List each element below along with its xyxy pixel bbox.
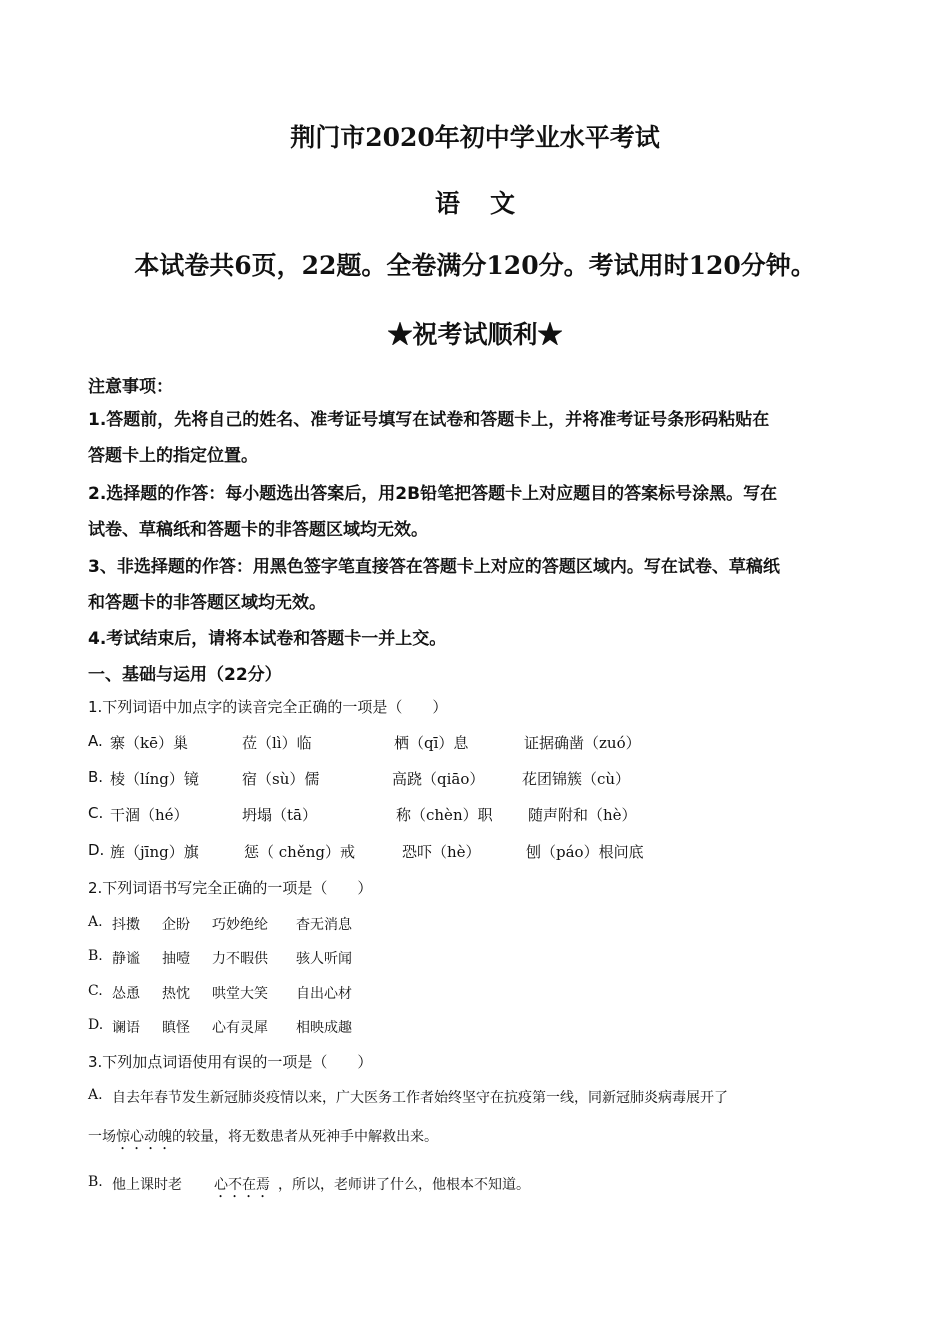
option-label: B. [88,1174,103,1190]
option-word: 抖擞 [112,917,140,933]
note-line: 3、非选择题的作答：用黑色签字笔直接答在答题卡上对应的答题区域内。写在试卷、草稿纸 [88,557,780,577]
text-segment: 的较量，将无数患者从死神手中解救出来。 [172,1129,438,1145]
option-word: 哄堂大笑 [212,986,268,1002]
text-segment: 一场 [88,1129,116,1145]
option-word: 力不暇供 [212,951,268,967]
text-segment: 他上课时老 [112,1177,182,1193]
option-word: 静谧 [112,951,140,967]
option-label: D. [88,841,105,859]
option-label: B. [88,948,103,964]
option-word: 怂恿 [112,986,140,1002]
option-item: 寨（kē）巢 [110,734,188,752]
option-word: 骇人听闻 [296,951,352,967]
option-item: 恐吓（hè） [402,843,481,861]
note-line: 答题卡上的指定位置。 [88,446,258,466]
section-heading: 一、基础与运用（22分） [88,665,282,685]
option-item: 惩（ chěng）戒 [244,843,355,861]
option-label: C. [88,983,103,999]
option-item: 刨（páo）根问底 [526,843,644,861]
note-line: 试卷、草稿纸和答题卡的非答题区域均无效。 [88,520,428,540]
option-word: 巧妙绝纶 [212,917,268,933]
note-line: 4.考试结束后，请将本试卷和答题卡一并上交。 [88,629,447,649]
option-word: 企盼 [162,917,190,933]
question-3-stem: 3.下列加点词语使用有误的一项是（ ） [88,1053,373,1071]
option-item: 宿（sù）儒 [242,770,320,788]
option-text-continued [88,1126,438,1153]
option-word: 杳无消息 [296,917,352,933]
option-item: 称（chèn）职 [396,806,493,824]
option-word: 心有灵犀 [212,1020,268,1036]
note-line: 2.选择题的作答：每小题选出答案后，用2B铅笔把答题卡上对应题目的答案标号涂黑。写在 [88,484,778,504]
exam-title: 荆门市2020年初中学业水平考试 [290,123,660,152]
option-word: 相映成趣 [296,1020,352,1036]
option-label: B. [88,768,104,786]
option-item: 随声附和（hè） [528,806,637,824]
option-text: 自去年春节发生新冠肺炎疫情以来，广大医务工作者始终坚守在抗疫第一线，同新冠肺炎病毒展开了 [112,1090,728,1106]
note-line: 和答题卡的非答题区域均无效。 [88,593,326,613]
option-item: 莅（lì）临 [242,734,312,752]
subject-title: 语文 [434,189,545,218]
option-item: 栖（qī）息 [394,734,469,752]
option-word: 自出心材 [296,986,352,1002]
option-item: 证据确凿（zuó） [524,734,641,752]
dotted-phrase: 心不在焉 [214,1177,270,1193]
note-line: 1.答题前，先将自己的姓名、准考证号填写在试卷和答题卡上，并将准考证号条形码粘贴在 [88,410,770,430]
exam-info: 本试卷共6页，22题。全卷满分120分。考试用时120分钟。 [134,251,816,280]
option-word: 热忱 [162,986,190,1002]
option-word: 抽噎 [162,951,190,967]
option-label: A. [88,732,103,750]
option-label: A. [88,914,103,930]
text-segment: ，所以，老师讲了什么，他根本不知道。 [278,1177,530,1193]
option-word: 瞋怪 [162,1020,190,1036]
option-item: 坍塌（tā） [242,806,317,824]
good-luck-banner: ★祝考试顺利★ [387,320,563,349]
option-item: 高跷（qiāo） [392,770,485,788]
option-word: 谰语 [112,1020,140,1036]
notes-heading: 注意事项： [88,377,173,397]
option-item: 干涸（hé） [110,806,189,824]
dotted-phrase: 惊心动魄 [116,1129,172,1145]
question-2-stem: 2.下列词语书写完全正确的一项是（ ） [88,879,373,897]
option-label: D. [88,1017,104,1033]
question-1-stem: 1.下列词语中加点字的读音完全正确的一项是（ ） [88,698,448,716]
option-item: 花团锦簇（cù） [522,770,631,788]
option-label: C. [88,804,104,822]
option-item: 旌（jīng）旗 [110,843,199,861]
option-label: A. [88,1087,103,1103]
option-item: 棱（líng）镜 [110,770,199,788]
